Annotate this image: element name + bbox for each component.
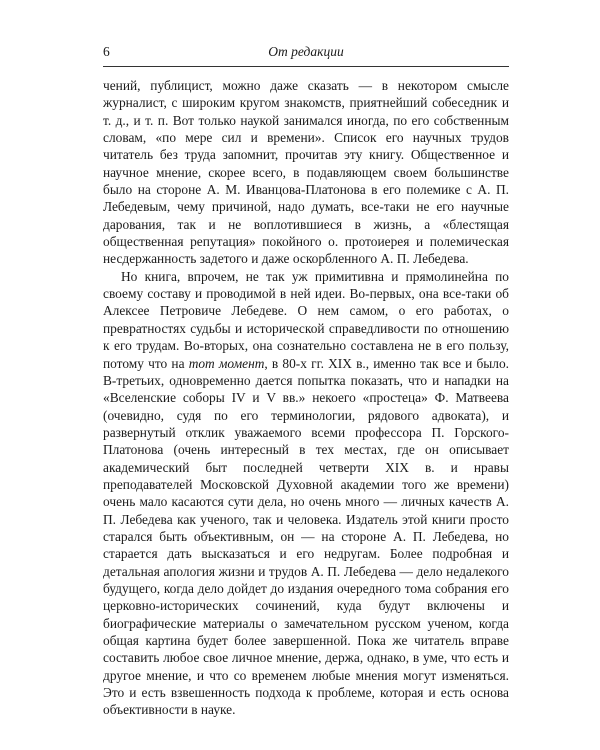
paragraph-2-text-start: Но книга, впрочем, не так уж примитивна и прямолинейна по своему составу и проводимой в ней идеи. Во-первых, она все-таки об Алексее Петровиче Лебедеве. О нем самом, о его работах, о превратностях судьбы и исторической справедливости по отношению к его трудам. Во-вторых, она сознательно составлена не в его пользу, потому что на (103, 268, 509, 371)
paragraph-2-text-end: , в 80-х гг. XIX в., именно так все и было. В-третьих, одновременно дается попытка показать, что и нападки на «Вселенские соборы IV и V вв.» некоего «простеца» Ф. Матвеева (очевидно, судя по его терминологии, рядового адвоката), и развернутый отклик уважаемого всеми профессора П. Горского-Платонова (очень интересный в тех местах, где он описывает академический быт последней четверти XIX в. и нравы преподавателей Московской Духовной академии того же времени) очень мало касаются сути дела, но очень много — личных качеств А. П. Лебедева как ученого, так и человека. Издатель этой книги просто старался быть объективным, он — на стороне А. П. Лебедева, но старается дать высказаться и его недругам. Более подробная и детальная апология жизни и трудов А. П. Лебедева — дело недалекого будущего, когда дело дойдет до издания очередного тома собрания его церковно-исторических сочинений, куда будут включены и биографические материалы о замечательном русском ученом, когда общая картина будет более завершенной. Пока же читатель вправе составить любое свое личное мнение, держа, однако, в уме, что есть и другое мнение, и что со временем любые мнения могут изменяться. Это и есть взвешенность подхода к проблеме, которая и есть основа объективности в науке. (103, 355, 509, 718)
paragraph-2-emphasis: тот момент (188, 355, 265, 371)
paragraph-1: чений, публицист, можно даже сказать — в некотором смысле журналист, с широким кругом знакомств, приятнейший собеседник и т. д., и т. п. Вот только наукой занимался иногда, по его собственным словам, «по мере сил и времени». Список его научных трудов читатель без труда запомнит, прочитав эту книгу. Общественное и научное мнение, скорее всего, в подавляющем своем большинстве было на стороне А. М. Иванцова-Платонова в его полемике с А. П. Лебедевым, чему причиной, надо думать, все-таки не его научные дарования, так и не воплотившиеся в жизнь, а «блестящая общественная репутация» покойного о. протоиерея и полемическая несдержанность задетого и даже оскорбленного А. П. Лебедева. (103, 78, 509, 267)
book-page (103, 42, 509, 719)
running-title: От редакции (268, 44, 344, 59)
body-text (103, 77, 509, 719)
header-rule (103, 66, 509, 67)
paragraph-2 (103, 268, 509, 719)
page-number: 6 (103, 44, 110, 59)
running-head (103, 42, 509, 62)
